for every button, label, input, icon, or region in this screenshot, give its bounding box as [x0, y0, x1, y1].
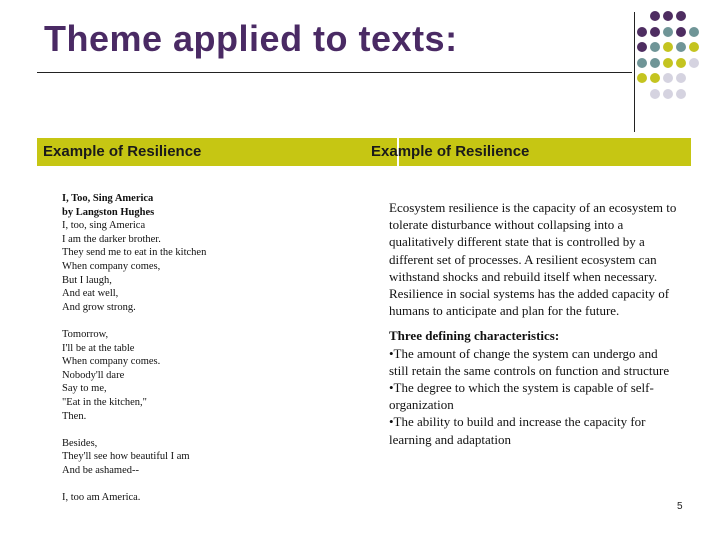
column-header-left: Example of Resilience: [43, 143, 202, 160]
decorative-dot: [663, 27, 673, 37]
table-header-bar: [37, 138, 691, 166]
decorative-dot: [637, 27, 647, 37]
characteristics-heading: Three defining characteristics:: [389, 328, 560, 344]
poem-line: by Langston Hughes: [62, 206, 155, 218]
decorative-dot: [689, 58, 699, 68]
poem-line: "Eat in the kitchen,": [62, 396, 147, 408]
poem-line: And be ashamed--: [62, 464, 139, 476]
decorative-dot: [663, 89, 673, 99]
resilience-description: [389, 199, 679, 448]
decorative-dot: [650, 27, 660, 37]
poem-line: But I laugh,: [62, 274, 112, 286]
decorative-dot: [637, 42, 647, 52]
stanza-break: [62, 423, 322, 437]
poem-line: Nobody'll dare: [62, 369, 125, 381]
poem-text: [62, 192, 322, 505]
title-underline: [37, 72, 632, 73]
poem-line: When company comes.: [62, 356, 161, 368]
decorative-dot: [650, 73, 660, 83]
poem-line: I, Too, Sing America: [62, 193, 154, 204]
slide-title: Theme applied to texts:: [44, 18, 458, 59]
page-number: 5: [677, 501, 683, 512]
decorative-dot: [689, 27, 699, 37]
description-paragraph: Ecosystem resilience is the capacity of an ecosystem to tolerate disturbance without collapsing into a qualitatively different state that is controlled by a different set of processes. A resilient ecosystem can withstand shocks and rebuild itself when necessary. Resilience in social systems has the added capacity of humans to anticipate and plan for the future.: [389, 200, 677, 319]
characteristic-item: •The ability to build and increase the capacity for learning and adaptation: [389, 414, 646, 447]
poem-line: Tomorrow,: [62, 328, 109, 340]
poem-line: When company comes,: [62, 260, 161, 272]
poem-line: Say to me,: [62, 383, 107, 395]
decorative-dot: [663, 42, 673, 52]
decorative-dot: [663, 73, 673, 83]
decorative-dot: [676, 73, 686, 83]
stanza-break: [62, 477, 322, 491]
poem-line: I am the darker brother.: [62, 233, 161, 245]
decorative-dot: [637, 73, 647, 83]
decorative-dot: [663, 58, 673, 68]
poem-line: And grow strong.: [62, 301, 136, 313]
decorative-dot: [637, 58, 647, 68]
poem-line: Besides,: [62, 437, 98, 449]
decorative-dot: [650, 42, 660, 52]
vertical-divider: [634, 12, 635, 132]
decorative-dot: [676, 11, 686, 21]
poem-line: They'll see how beautiful I am: [62, 451, 190, 463]
column-header-right: Example of Resilience: [371, 143, 530, 160]
decorative-dot: [689, 42, 699, 52]
poem-line: I, too am America.: [62, 492, 141, 504]
stanza-break: [62, 314, 322, 328]
decorative-dot: [676, 27, 686, 37]
poem-line: They send me to eat in the kitchen: [62, 247, 207, 259]
decorative-dot: [676, 58, 686, 68]
poem-line: Then.: [62, 410, 87, 422]
poem-line: And eat well,: [62, 288, 119, 300]
decorative-dot: [650, 11, 660, 21]
poem-line: I, too, sing America: [62, 220, 146, 232]
decorative-dot: [663, 11, 673, 21]
decorative-dot: [650, 58, 660, 68]
decorative-dot: [650, 89, 660, 99]
poem-line: I'll be at the table: [62, 342, 135, 354]
characteristic-item: •The amount of change the system can undergo and still retain the same controls on function and structure: [389, 345, 670, 378]
characteristic-item: •The degree to which the system is capable of self-organization: [389, 380, 654, 413]
decorative-dot: [676, 89, 686, 99]
decorative-dot: [676, 42, 686, 52]
